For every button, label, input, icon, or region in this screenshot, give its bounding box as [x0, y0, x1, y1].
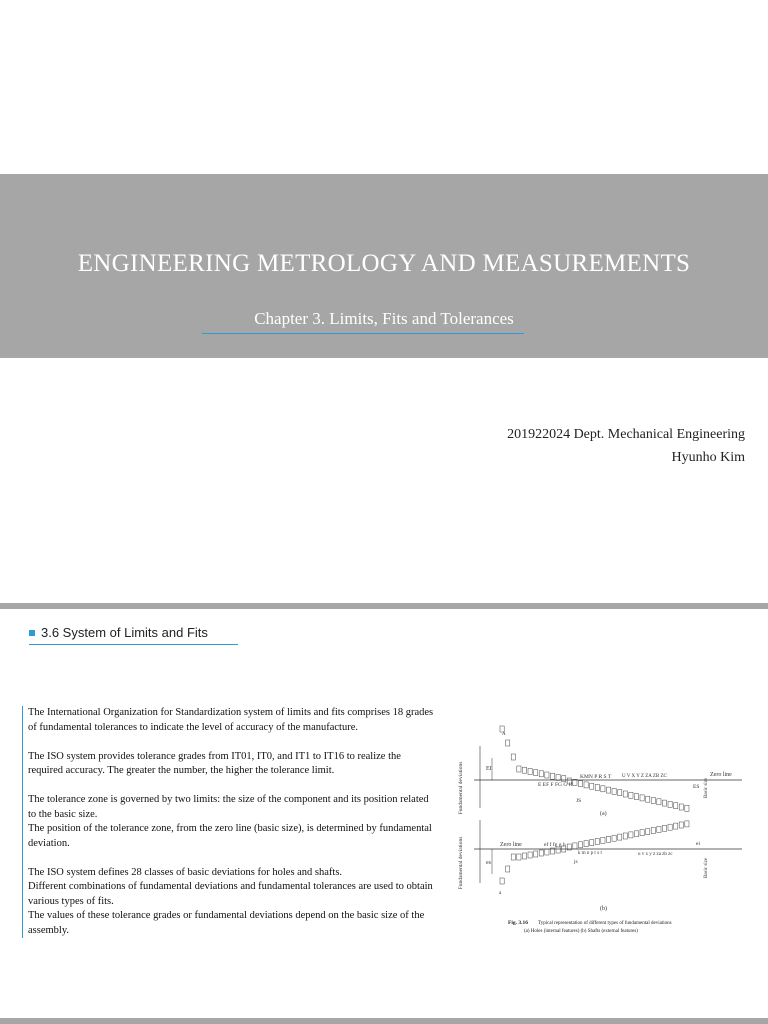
tolerance-zone-box	[511, 854, 515, 860]
hole-letter-a: A	[502, 732, 506, 737]
tolerance-zone-box	[629, 792, 633, 798]
tolerance-zone-box	[522, 853, 526, 859]
tolerance-zone-box	[618, 834, 622, 840]
chapter-subtitle: Chapter 3. Limits, Fits and Tolerances	[254, 309, 514, 328]
tolerance-zone-box	[578, 842, 582, 848]
tolerance-zone-box	[651, 828, 655, 834]
tolerance-zone-box	[511, 754, 515, 760]
paragraph: The ISO system defines 28 classes of basic deviations for holes and shafts.	[28, 866, 343, 878]
js-upper-label: JS	[576, 798, 582, 804]
caption-sub: (a) Holes (internal features) (b) Shafts (external features)	[524, 929, 638, 934]
tolerance-zone-box	[528, 768, 532, 774]
presentation-title: ENGINEERING METROLOGY AND MEASUREMENTS	[77, 250, 691, 277]
figure-label-a: (a)	[600, 811, 607, 817]
tolerance-zone-box	[601, 786, 605, 792]
slide-divider	[0, 603, 768, 609]
tolerance-zone-box	[506, 866, 510, 872]
tolerance-zone-box	[640, 795, 644, 801]
paragraph: Different combinations of fundamental deviations and fundamental tolerances are used to obtain various types of fits.	[28, 881, 433, 907]
tolerance-zone-box	[606, 787, 610, 793]
hole-row2-label: E EF F FG G H	[538, 782, 573, 788]
tolerance-zone-box	[606, 836, 610, 842]
tolerance-zone-box	[595, 839, 599, 845]
tolerance-zone-box	[590, 783, 594, 789]
tolerance-zone-box	[618, 790, 622, 796]
paragraph: The ISO system provides tolerance grades from IT01, IT0, and IT1 to IT16 to realize the required accuracy. The greater the number, the higher the tolerance limit.	[28, 750, 401, 776]
tolerance-zone-box	[584, 782, 588, 788]
hole-tolerance-zones	[500, 726, 689, 811]
tolerance-zone-box	[590, 840, 594, 846]
tolerance-zone-box	[629, 832, 633, 838]
tolerance-zone-box	[685, 821, 689, 827]
author-id-dept: 201922024 Dept. Mechanical Engineering	[507, 427, 745, 442]
tolerance-zone-box	[573, 843, 577, 849]
subtitle-underline	[202, 333, 524, 334]
tolerance-zone-box	[539, 850, 543, 856]
tolerance-zone-box	[640, 830, 644, 836]
shaft-tail-label: u v x y z za zb zc	[638, 852, 673, 857]
body-text	[22, 706, 438, 938]
section-heading-text: 3.6 System of Limits and Fits	[41, 625, 208, 640]
es-label: es	[486, 860, 491, 866]
caption-number: Fig. 3.16	[508, 920, 529, 926]
tolerance-zone-box	[578, 781, 582, 787]
tolerance-zone-box	[528, 852, 532, 858]
tolerance-zone-box	[623, 833, 627, 839]
fundamental-deviations-figure	[452, 718, 748, 940]
caption-text: Typical representation of different types of fundamental deviations	[538, 921, 672, 926]
tolerance-zone-box	[679, 804, 683, 810]
tolerance-zone-box	[584, 841, 588, 847]
ylabel-a: Fundamental deviations	[458, 761, 464, 815]
tolerance-zone-box	[646, 796, 650, 802]
paragraph: The tolerance zone is governed by two limits: the size of the component and its position related to the basic size.	[28, 794, 429, 820]
paragraph: The position of the tolerance zone, from the zero line (basic size), is determined by fundamental deviation.	[28, 823, 432, 849]
tolerance-zone-box	[534, 851, 538, 857]
shaft-letter-a: a	[499, 891, 502, 896]
tolerance-zone-box	[623, 791, 627, 797]
author-block	[507, 423, 745, 469]
tolerance-zone-box	[685, 805, 689, 811]
paragraph: The values of these tolerance grades or fundamental deviations depend on the basic size of the assembly.	[28, 910, 425, 936]
tolerance-zone-box	[674, 823, 678, 829]
tolerance-zone-box	[634, 794, 638, 800]
hole-tail-label: U V X Y Z ZA ZB ZC	[622, 774, 667, 779]
tolerance-zone-box	[522, 767, 526, 773]
tolerance-zone-box	[556, 774, 560, 780]
tolerance-zone-box	[668, 801, 672, 807]
author-name: Hyunho Kim	[671, 450, 745, 465]
tolerance-zone-box	[550, 773, 554, 779]
figure-label-b: (b)	[600, 906, 607, 912]
shaft-row-label: ef f fg g h	[544, 842, 566, 848]
tolerance-zone-box	[679, 822, 683, 828]
basic-size-label-a: Basic size	[704, 777, 709, 798]
hole-row-label: KMN P R S T	[580, 774, 612, 780]
section-underline	[29, 644, 238, 645]
ei-lower-label: ei	[696, 841, 700, 847]
tolerance-zone-box	[517, 854, 521, 860]
ei-label: EI	[486, 766, 492, 772]
tolerance-zone-box	[601, 837, 605, 843]
tolerance-zone-box	[595, 785, 599, 791]
tolerance-zone-box	[646, 829, 650, 835]
tolerance-zone-box	[562, 776, 566, 782]
tolerance-zone-box	[545, 849, 549, 855]
tolerance-zone-box	[539, 771, 543, 777]
section-heading	[29, 625, 208, 640]
tolerance-zone-box	[612, 835, 616, 841]
zero-line-label-b: Zero line	[500, 842, 522, 848]
tolerance-zone-box	[674, 803, 678, 809]
paragraph: The International Organization for Standardization system of limits and fits comprises 18 grades of fundamental tolerances to indicate the level of accuracy of the manufacture.	[28, 707, 434, 733]
tolerance-zone-box	[634, 831, 638, 837]
tolerance-zone-box	[517, 766, 521, 772]
tolerance-zone-box	[657, 826, 661, 832]
shaft-row2-label: k m n p r s t	[578, 851, 602, 856]
tolerance-zone-box	[662, 800, 666, 806]
tolerance-zone-box	[662, 825, 666, 831]
tolerance-zone-box	[651, 798, 655, 804]
basic-size-label-b: Basic size	[704, 857, 709, 878]
js-lower-label: js	[574, 859, 578, 865]
tolerance-zone-box	[657, 799, 661, 805]
tolerance-zone-box	[668, 824, 672, 830]
square-bullet-icon	[29, 630, 35, 636]
tolerance-zone-box	[612, 788, 616, 794]
deviation-diagram	[452, 718, 748, 940]
bottom-divider	[0, 1018, 768, 1024]
ES-label: ES	[693, 784, 700, 790]
ylabel-b: Fundamental deviations	[458, 836, 464, 890]
tolerance-zone-box	[545, 772, 549, 778]
tolerance-zone-box	[534, 770, 538, 776]
tolerance-zone-box	[500, 878, 504, 884]
zero-line-label-a: Zero line	[710, 772, 732, 778]
tolerance-zone-box	[506, 740, 510, 746]
